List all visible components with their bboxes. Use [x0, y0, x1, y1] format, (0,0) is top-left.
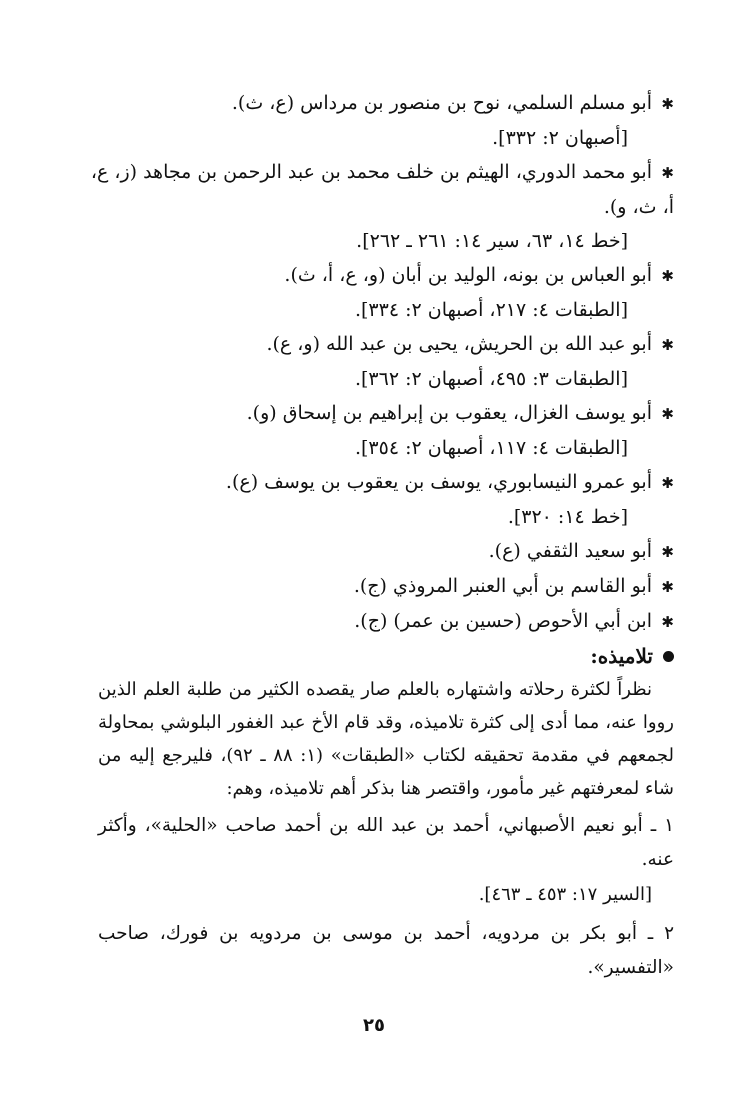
teacher-name: ابن أبي الأحوص (حسين بن عمر) (ج). — [354, 610, 652, 632]
teacher-entry — [98, 396, 674, 431]
teacher-name: أبو محمد الدوري، الهيثم بن خلف محمد بن عبد الرحمن بن مجاهد (ز، ع، — [90, 161, 652, 183]
bullet-dot-icon — [663, 651, 674, 662]
teacher-reference: [أصبهان ٢: ٣٣٢]. — [492, 127, 628, 149]
teacher-name: أبو سعيد الثقفي (ع). — [488, 540, 652, 562]
teacher-entry — [98, 569, 674, 604]
section-heading — [98, 639, 674, 673]
teacher-name: أبو مسلم السلمي، نوح بن منصور بن مرداس (ع، ث). — [231, 92, 652, 114]
page-number: ٢٥ — [363, 1015, 385, 1036]
teacher-reference: [خط ١٤، ٦٣، سير ١٤: ٢٦١ ـ ٢٦٢]. — [356, 230, 628, 252]
star-bullet-icon: ✱ — [661, 613, 674, 631]
teacher-name: أبو القاسم بن أبي العنبر المروذي (ج). — [353, 575, 652, 597]
teacher-entry — [98, 258, 674, 293]
teacher-entry — [90, 155, 674, 190]
teacher-entry — [98, 86, 674, 121]
intro-paragraph: نظراً لكثرة رحلاته واشتهاره بالعلم صار يقصده الكثير من طلبة العلم الذين رووا عنه، مما أدى إلى كثرة تلاميذه، وقد قام الأخ عبد الغفور البلوشي بمحاولة لجمعهم في مقدمة تحقيقه لكتاب «الطبقات» (١: ٨٨ ـ ٩٢)، فليرجع إليه من شاء لمعرفتهم غير مأمور، واقتصر هنا بذكر أهم تلاميذه، وهم: — [98, 679, 675, 799]
teacher-name: أبو عبد الله بن الحريش، يحيى بن عبد الله (و، ع). — [266, 333, 652, 355]
page-body — [90, 86, 675, 985]
student-reference: [السير ١٧: ٤٥٣ ـ ٤٦٣]. — [478, 884, 652, 905]
section-heading-text: تلاميذه: — [590, 644, 653, 668]
star-bullet-icon: ✱ — [661, 543, 674, 561]
teacher-entry — [98, 534, 674, 569]
star-bullet-icon: ✱ — [661, 95, 674, 113]
teacher-name: أبو العباس بن بونه، الوليد بن أبان (و، ع، أ، ث). — [284, 264, 652, 286]
teacher-name-continued: أ، ث، و). — [603, 196, 674, 218]
teacher-name: أبو عمرو النيسابوري، يوسف بن يعقوب بن يوسف (ع). — [225, 471, 652, 493]
teacher-name: أبو يوسف الغزال، يعقوب بن إبراهيم بن إسحاق (و). — [246, 402, 652, 424]
student-entry: ٢ ـ أبو بكر بن مردويه، أحمد بن موسى بن مردويه بن فورك، صاحب «التفسير». — [98, 923, 674, 978]
star-bullet-icon: ✱ — [661, 474, 674, 492]
teacher-entry — [98, 327, 674, 362]
star-bullet-icon: ✱ — [661, 578, 674, 596]
teacher-entry — [98, 465, 674, 500]
teacher-entry — [98, 604, 674, 639]
star-bullet-icon: ✱ — [661, 405, 674, 423]
teacher-reference: [الطبقات ٣: ٤٩٥، أصبهان ٢: ٣٦٢]. — [354, 368, 628, 390]
star-bullet-icon: ✱ — [661, 267, 674, 285]
student-entry: ١ ـ أبو نعيم الأصبهاني، أحمد بن عبد الله بن أحمد صاحب «الحلية»، وأكثر عنه. — [98, 815, 674, 870]
teacher-reference: [الطبقات ٤: ١١٧، أصبهان ٢: ٣٥٤]. — [354, 437, 628, 459]
teacher-reference: [الطبقات ٤: ٢١٧، أصبهان ٢: ٣٣٤]. — [354, 299, 628, 321]
star-bullet-icon: ✱ — [661, 336, 674, 354]
star-bullet-icon: ✱ — [661, 164, 674, 182]
teacher-reference: [خط ١٤: ٣٢٠]. — [507, 506, 628, 528]
